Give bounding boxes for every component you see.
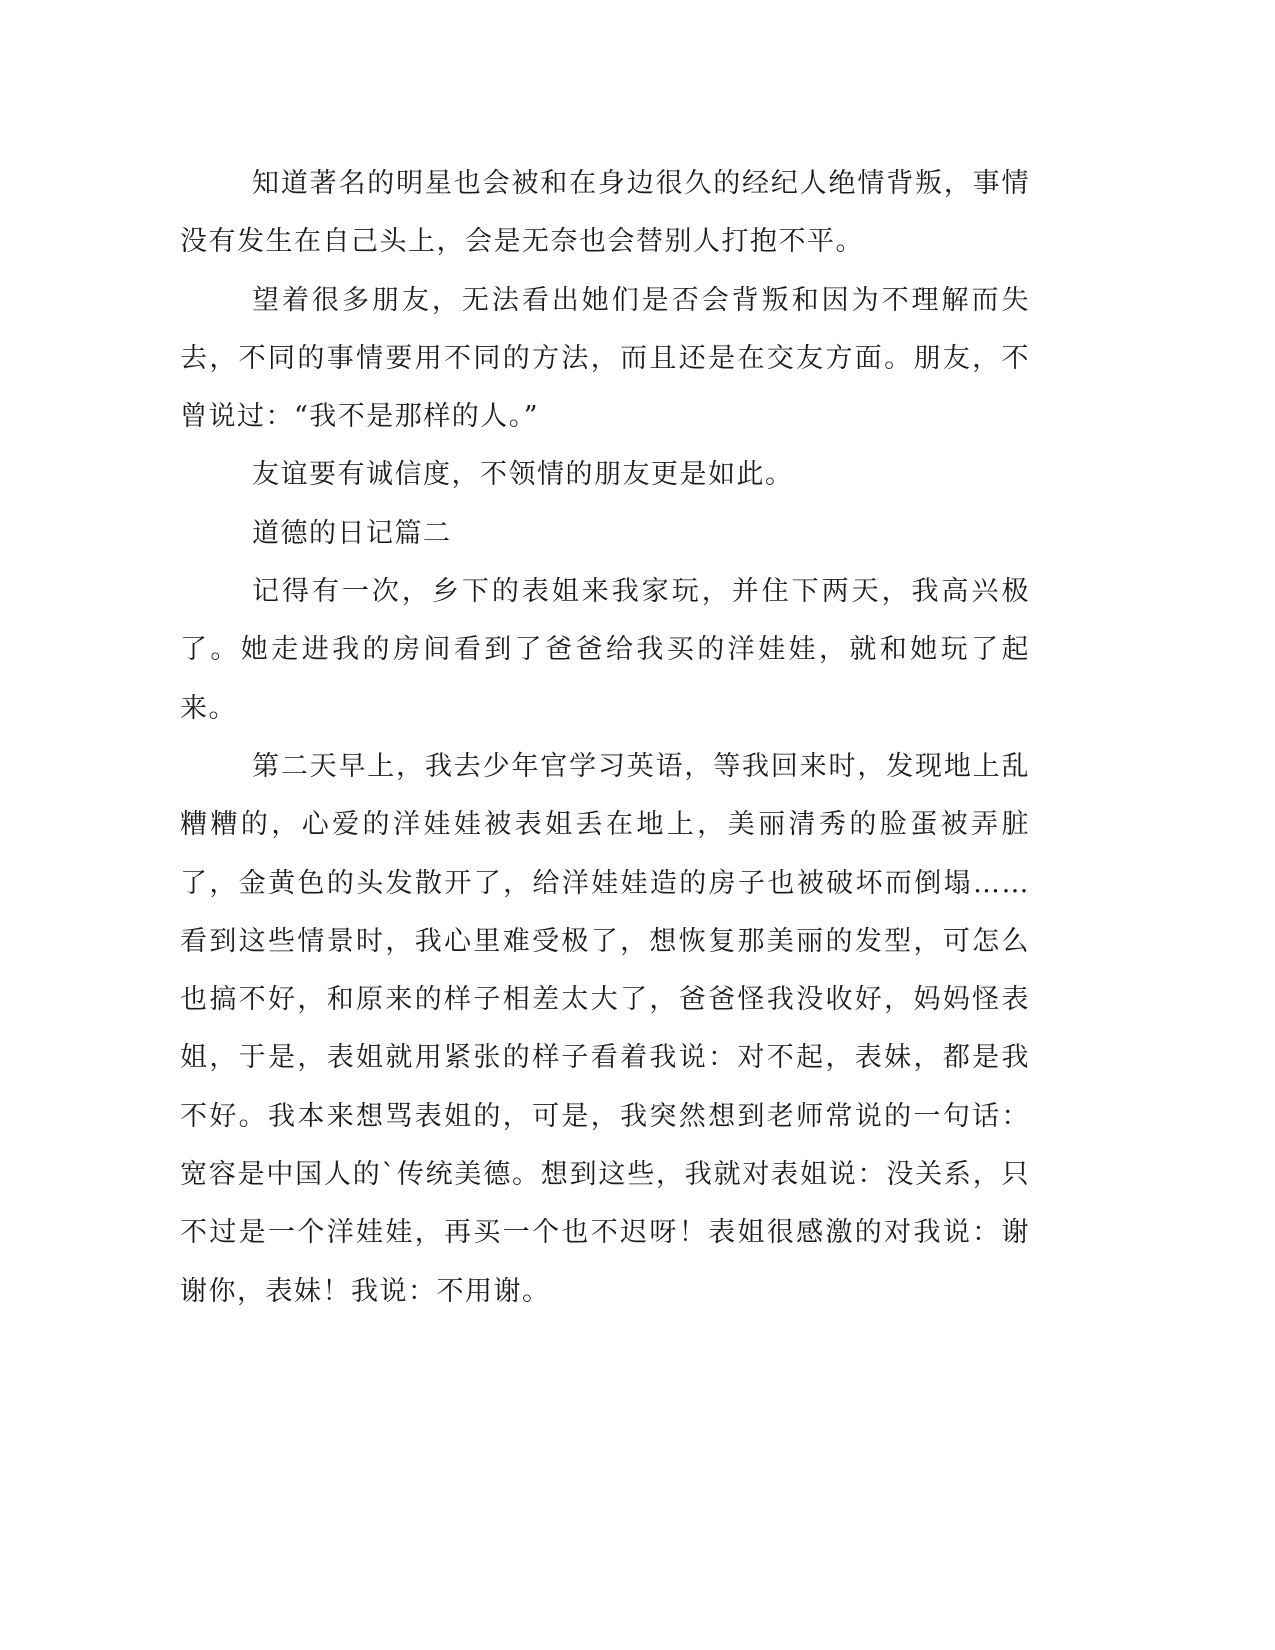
section-heading: 道德的日记篇二 bbox=[252, 517, 452, 549]
paragraph-friendship-honesty: 友谊要有诚信度，不领情的朋友更是如此。 bbox=[252, 459, 794, 491]
paragraph-friends: 望着很多朋友，无法看出她们是否会背叛和因为不理解而失去，不同的事情要用不同的方法，而且还是在交友方面。朋友，不曾说过：“我不是那样的人。” bbox=[180, 284, 1030, 433]
document-page bbox=[180, 155, 1030, 1321]
paragraph-cousin-visit: 记得有一次，乡下的表姐来我家玩，并住下两天，我高兴极了。她走进我的房间看到了爸爸给我买的洋娃娃，就和她玩了起来。 bbox=[180, 576, 1030, 724]
paragraph-betrayal: 知道著名的明星也会被和在身边很久的经纪人绝情背叛，事情没有发生在自己头上，会是无奈也会替别人打抱不平。 bbox=[180, 168, 1030, 258]
paragraph-doll-story: 第二天早上，我去少年官学习英语，等我回来时，发现地上乱糟糟的，心爱的洋娃娃被表姐丢在地上，美丽清秀的脸蛋被弄脏了，金黄色的头发散开了，给洋娃娃造的房子也被破坏而倒塌……看到这些情景时，我心里难受极了，想恢复那美丽的发型，可怎么也搞不好，和原来的样子相差太大了，爸爸怪我没收好，妈妈怪表姐，于是，表姐就用紧张的样子看着我说：对不起，表妹，都是我不好。我本来想骂表姐的，可是，我突然想到老师常说的一句话：宽容是中国人的`传统美德。想到这些，我就对表姐说：没关系，只不过是一个洋娃娃，再买一个也不迟呀！表姐很感激的对我说：谢谢你，表妹！我说：不用谢。 bbox=[180, 750, 1030, 1307]
